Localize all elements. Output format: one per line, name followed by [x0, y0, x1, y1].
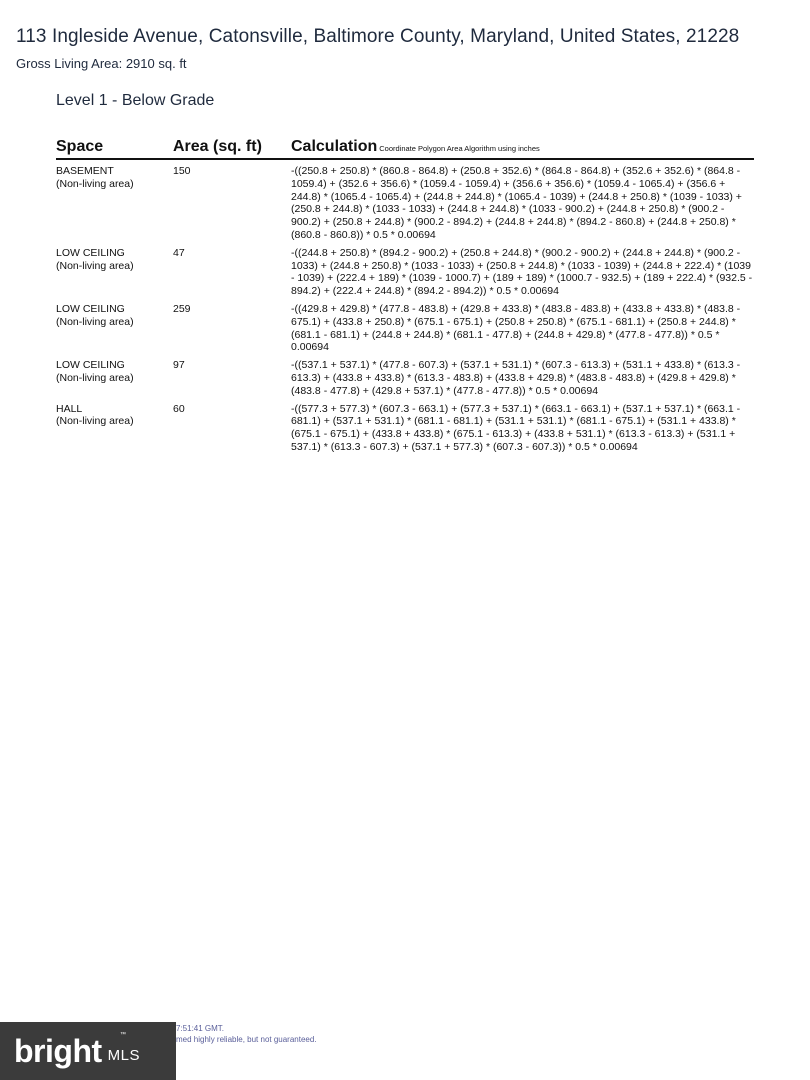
- space-name: LOW CEILING: [56, 246, 125, 259]
- space-cell: [56, 403, 173, 454]
- area-table: [56, 138, 754, 454]
- space-type: (Non-living area): [56, 415, 134, 428]
- area-cell: 60: [173, 402, 185, 415]
- space-name: BASEMENT: [56, 165, 114, 177]
- area-cell: 47: [173, 246, 185, 259]
- table-row: [56, 298, 754, 354]
- table-row: [56, 160, 754, 242]
- area-cell: 97: [173, 359, 185, 372]
- logo-text: bright: [14, 1032, 102, 1069]
- disclaimer: [176, 1024, 317, 1045]
- calculation-cell: -((244.8 + 250.8) * (894.2 - 900.2) + (250.8 + 244.8) * (900.2 - 900.2) + (244.8 + 244.8) * (900.2 - 1033) + (244.8 + 250.8) * (1033 - 1033) + (250.8 + 244.8) * (1033 - 1039) + (244.8 + 222.4) * (1039 - 1039) + (222.4 + 189) * (1039 - 1000.7) + (189 + 189) * (1000.7 - 932.5) + (189 + 222.4) * (932.5 - 894.2) + (222.4 + 244.8) * (894.2 - 894.2)) * 0.5 * 0.00694: [291, 246, 753, 298]
- disclaimer-line: med highly reliable, but not guaranteed.: [176, 1034, 317, 1044]
- header-space: Space: [56, 138, 104, 155]
- calculation-cell: -((537.1 + 537.1) * (477.8 - 607.3) + (537.1 + 531.1) * (607.3 - 613.3) + (531.1 + 433.8) * (613.3 - 613.3) + (433.8 + 433.8) * (613.3 - 483.8) + (433.8 + 429.8) * (483.8 - 483.8) + (429.8 + 429.8) * (483.8 - 477.8) + (429.8 + 537.1) * (477.8 - 477.8)) * 0.5 * 0.00694: [291, 359, 741, 397]
- page-title: 113 Ingleside Avenue, Catonsville, Baltimore County, Maryland, United States, 21228: [16, 26, 740, 47]
- space-cell: [56, 303, 173, 354]
- area-cell: 259: [173, 302, 191, 315]
- calculation-cell: -((429.8 + 429.8) * (477.8 - 483.8) + (429.8 + 433.8) * (483.8 - 483.8) + (433.8 + 433.8) * (483.8 - 675.1) + (433.8 + 250.8) * (675.1 - 675.1) + (250.8 + 250.8) * (675.1 - 681.1) + (250.8 + 244.8) * (681.1 - 681.1) + (244.8 + 244.8) * (681.1 - 477.8) + (244.8 + 429.8) * (477.8 - 477.8)) * 0.5 * 0.00694: [291, 302, 741, 354]
- space-cell: [56, 359, 173, 397]
- space-type: (Non-living area): [56, 177, 134, 190]
- space-name: HALL: [56, 402, 83, 415]
- space-cell: [56, 247, 173, 298]
- table-header: [56, 138, 754, 160]
- calculation-cell: -((250.8 + 250.8) * (860.8 - 864.8) + (250.8 + 352.6) * (864.8 - 864.8) + (352.6 + 352.6) * (864.8 - 1059.4) + (352.6 + 356.6) * (1059.4 - 1059.4) + (356.6 + 356.6) * (1059.4 - 1065.4) + (356.6 + 244.8) * (1065.4 - 1065.4) + (244.8 + 244.8) * (1065.4 - 1039) + (244.8 + 250.8) * (1039 - 1033) + (250.8 + 244.8) * (1033 - 1033) + (244.8 + 244.8) * (1033 - 900.2) + (244.8 + 250.8) * (900.2 - 900.2) + (250.8 + 244.8) * (900.2 - 894.2) + (244.8 + 244.8) * (894.2 - 860.8) + (244.8 + 250.8) * (860.8 - 860.8)) * 0.5 * 0.00694: [291, 165, 742, 241]
- logo-suffix: MLS: [107, 1046, 140, 1064]
- space-cell: [56, 165, 173, 242]
- header-calculation-label: Calculation: [291, 138, 378, 155]
- calculation-cell: -((577.3 + 577.3) * (607.3 - 663.1) + (577.3 + 537.1) * (663.1 - 663.1) + (537.1 + 537.1) * (663.1 - 681.1) + (537.1 + 531.1) * (681.1 - 681.1) + (531.1 + 531.1) * (681.1 - 675.1) + (531.1 + 433.8) * (675.1 - 675.1) + (433.8 + 433.8) * (675.1 - 613.3) + (433.8 + 531.1) * (613.3 - 613.3) + (531.1 + 537.1) * (613.3 - 607.3) + (537.1 + 577.3) * (607.3 - 607.3)) * 0.5 * 0.00694: [291, 402, 741, 453]
- space-type: (Non-living area): [56, 259, 134, 272]
- trademark-symbol: ™: [120, 1032, 126, 1038]
- disclaimer-line: 7:51:41 GMT.: [176, 1024, 225, 1033]
- bright-mls-logo: [0, 1022, 176, 1080]
- header-calculation-note: Coordinate Polygon Area Algorithm using inches: [379, 144, 540, 153]
- table-row: [56, 242, 754, 298]
- space-name: LOW CEILING: [56, 359, 125, 372]
- table-row: [56, 354, 754, 397]
- table-row: [56, 398, 754, 454]
- area-cell: 150: [173, 165, 191, 177]
- header-area: Area (sq. ft): [173, 138, 262, 155]
- space-type: (Non-living area): [56, 371, 134, 384]
- space-type: (Non-living area): [56, 315, 134, 328]
- level-title: Level 1 - Below Grade: [56, 92, 215, 109]
- space-name: LOW CEILING: [56, 302, 125, 315]
- gross-living-area: Gross Living Area: 2910 sq. ft: [16, 56, 187, 71]
- header-calculation: [291, 138, 754, 156]
